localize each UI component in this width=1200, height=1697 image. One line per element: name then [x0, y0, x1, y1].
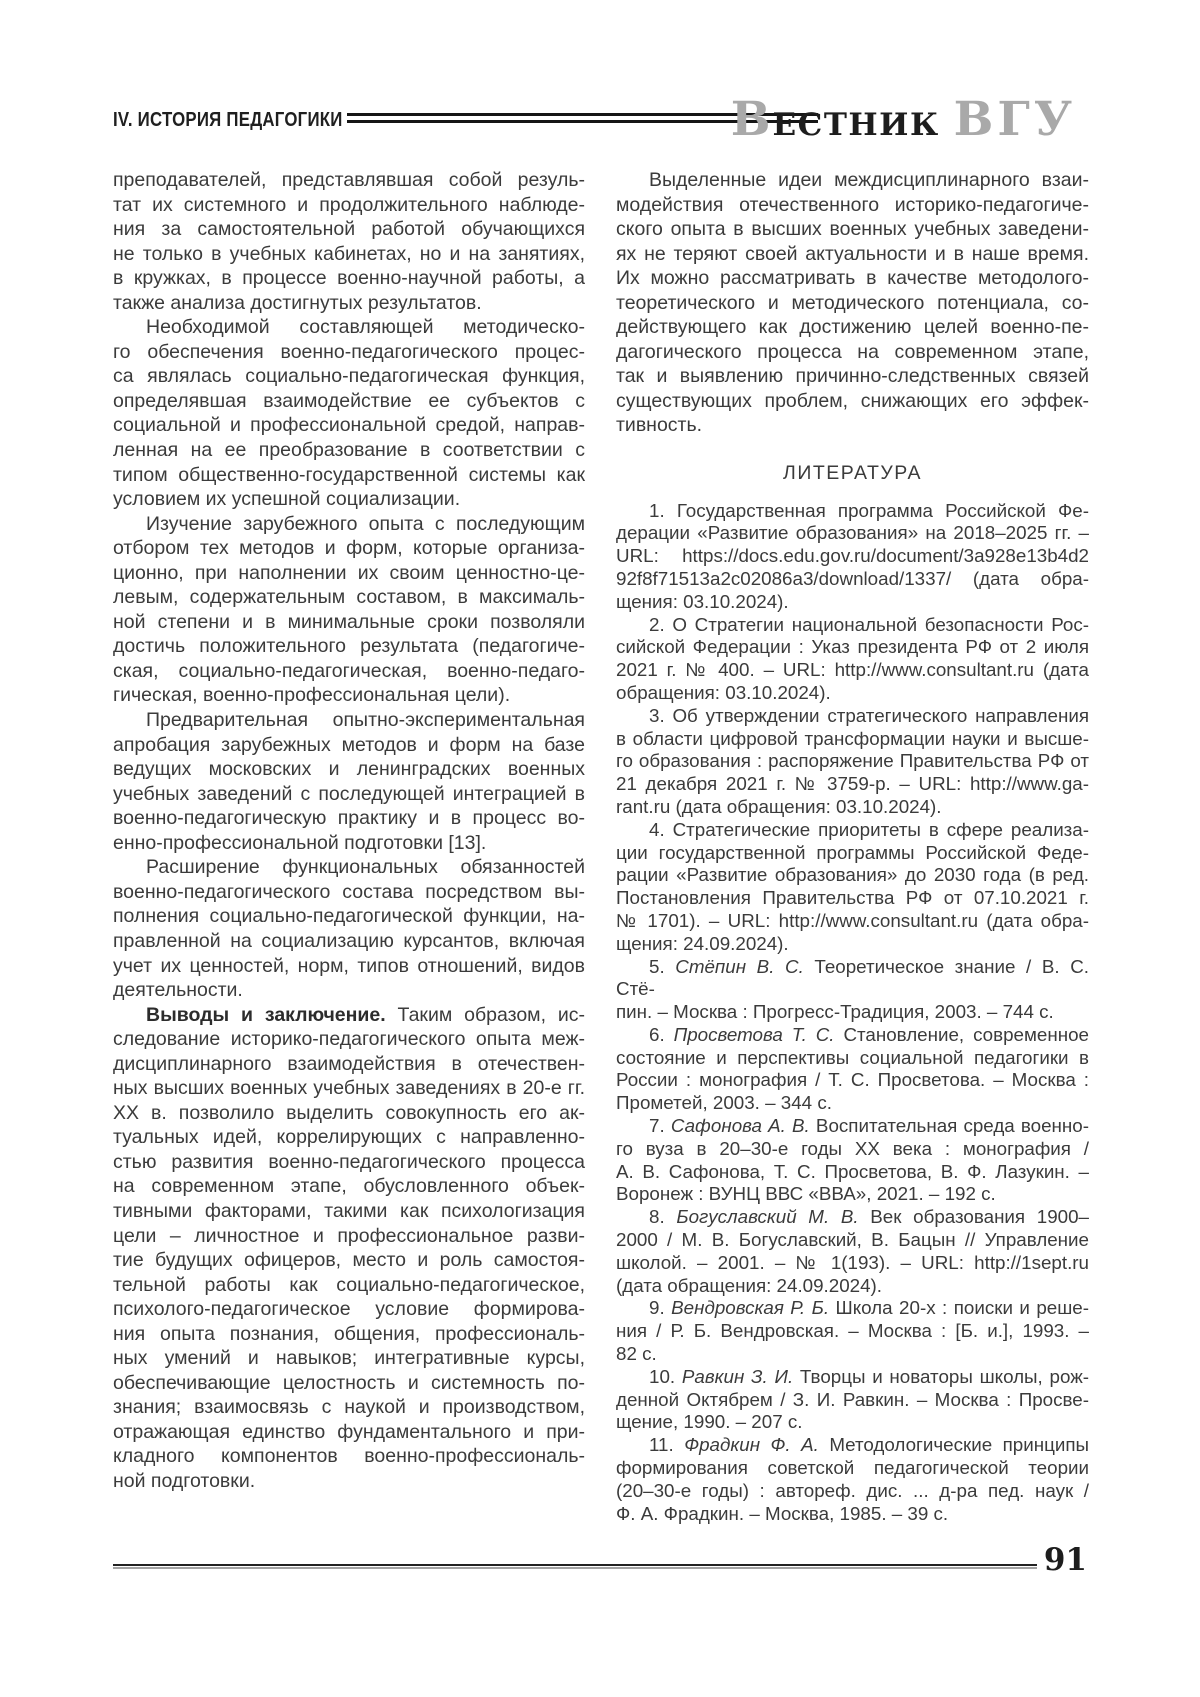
text-line: условием их успешной социализации.	[113, 488, 461, 511]
text-line: 2021 г. № 400. – URL: http://www.consultant.ru (дата	[616, 659, 1089, 681]
text-line: психолого-педагогическое условие формирова-	[113, 1298, 585, 1321]
text-line: 2. О Стратегии национальной безопасности Рос-	[649, 613, 1089, 635]
text-line: тивность.	[616, 414, 703, 437]
text-line: (дата обращения: 24.09.2024).	[616, 1274, 883, 1296]
text-line: Их можно рассматривать в качестве методолого-	[616, 267, 1089, 290]
text-line: 21 декабря 2021 г. № 3759-р. – URL: http://www.ga-	[616, 773, 1089, 795]
text-line: стью развития военно-педагогического процесса	[113, 1150, 585, 1173]
literature-heading: ЛИТЕРАТУРА	[783, 462, 922, 485]
text-line: школой. – 2001. – № 1(193). – URL: http://1sept.ru	[616, 1251, 1089, 1273]
text-line: 9. Вендровская Р. Б. Школа 20-х : поиски и реше-	[649, 1297, 1090, 1319]
text-line: ционно, при наполнении их своим ценностно-це-	[113, 561, 585, 584]
journal-logo	[730, 92, 1076, 147]
text-line: Предварительная опытно-экспериментальная	[146, 709, 585, 732]
text-line: го обеспечения военно-педагогического процес-	[113, 340, 585, 363]
text-line: А. В. Сафонова, Т. С. Просветова, В. Ф. Лазукин. –	[616, 1160, 1089, 1182]
text-line: отражающая единство фундаментального и при-	[113, 1420, 585, 1443]
text-line: рации «Развитие образования» до 2030 года (в ред.	[616, 864, 1089, 886]
text-line: тивными факторами, такими как психологизация	[113, 1199, 585, 1222]
text-line: достичь положительного результата (педагогиче-	[113, 635, 585, 658]
logo-suffix: ВГУ	[953, 92, 1076, 147]
text-line: Выделенные идеи междисциплинарного взаи-	[649, 169, 1089, 191]
text-line: денной Октябрем / З. И. Равкин. – Москва : Просве-	[616, 1388, 1089, 1410]
text-line: дерации «Развитие образования» на 2018–2025 гг. –	[616, 522, 1089, 544]
text-line: 82 с.	[616, 1343, 657, 1365]
text-line: формирования советской педагогической теории	[616, 1457, 1089, 1479]
text-line: (20–30-е годы) : автореф. дис. ... д-ра пед. наук /	[616, 1479, 1089, 1501]
text-line: ной подготовки.	[113, 1469, 256, 1492]
text-line: 7. Сафонова А. В. Воспитательная среда военно-	[649, 1115, 1089, 1137]
text-line: rant.ru (дата обращения: 03.10.2024).	[616, 795, 942, 817]
text-line: Прометей, 2003. – 344 с.	[616, 1092, 832, 1114]
text-line: модействия отечественного историко-педагогиче-	[616, 193, 1089, 216]
text-line: енно-профессиональной подготовки [13].	[113, 831, 487, 854]
text-line: ных высших военных учебных заведениях в 20-е гг.	[113, 1077, 585, 1100]
text-line: туальных идей, коррелирующих с направленно-	[113, 1126, 585, 1149]
text-line: так и выявлению причинно-следственных связей	[616, 365, 1089, 388]
text-line: 5. Стёпин В. С. Теоретическое знание / В. С. Стё-	[616, 955, 1089, 1000]
text-line: не только в учебных кабинетах, но и на занятиях,	[113, 242, 585, 265]
text-line: в кружках, в процессе военно-научной работы, а	[113, 267, 585, 290]
text-line: 11. Фрадкин Ф. А. Методологические принципы	[649, 1434, 1090, 1456]
text-line: щения: 24.09.2024).	[616, 932, 789, 954]
text-line: тие будущих офицеров, место и роль самостоя-	[113, 1249, 585, 1272]
left-text-column	[113, 168, 585, 1494]
text-line: ская, социально-педагогическая, военно-педаго-	[113, 659, 585, 682]
text-line: го образования : распоряжение Правительства РФ от	[616, 750, 1089, 772]
text-line: сийской Федерации : Указ президента РФ от 2 июля	[616, 636, 1089, 658]
text-line: состояние и перспективы социальной педагогики в	[616, 1046, 1089, 1068]
text-line: Ф. А. Фрадкин. – Москва, 1985. – 39 с.	[616, 1502, 949, 1524]
text-line: щение, 1990. – 207 с.	[616, 1411, 803, 1433]
section-heading: IV. ИСТОРИЯ ПЕДАГОГИКИ	[113, 109, 343, 131]
page-number: 91	[1043, 1542, 1087, 1578]
text-line: также анализа достигнутых результатов.	[113, 291, 482, 314]
text-line: пин. – Москва : Прогресс-Традиция, 2003. – 744 с.	[616, 1001, 1054, 1023]
text-line: военно-педагогическую практику и в процесс во-	[113, 807, 585, 830]
text-line: типом общественно-государственной системы как	[113, 463, 585, 486]
text-line: ной степени и в минимальные сроки позволяли	[113, 610, 585, 633]
text-line: кладного компонентов военно-профессиональ-	[113, 1445, 585, 1468]
text-line: тельной работы как социально-педагогическое,	[113, 1273, 585, 1296]
text-line: ях не теряют своей актуальности и в наше время.	[616, 242, 1089, 265]
text-line: ных умений и навыков; интегративные курсы,	[113, 1347, 585, 1370]
text-line: 3. Об утверждении стратегического направления	[649, 704, 1089, 726]
reference-list	[616, 500, 1089, 1526]
text-line: следование историко-педагогического опыта меж-	[113, 1028, 585, 1051]
text-line: обеспечивающие целостность и системность по-	[113, 1371, 585, 1394]
text-line: социальной и профессиональной средой, направ-	[113, 414, 585, 437]
text-line: № 1701). – URL: http://www.consultant.ru (дата обра-	[616, 909, 1089, 931]
text-line: щения: 03.10.2024).	[616, 590, 789, 612]
logo-initial: В	[730, 92, 773, 147]
text-line: Расширение функциональных обязанностей	[146, 856, 585, 879]
text-line: ния за самостоятельной работой обучающихся	[113, 218, 585, 241]
text-line: определявшая взаимодействие ее субъектов с	[113, 389, 585, 412]
text-line: теоретического и методического потенциала, со-	[616, 291, 1089, 314]
text-line: учебных заведений с последующей интеграцией в	[113, 782, 585, 805]
text-line: апробация зарубежных методов и форм на базе	[113, 733, 585, 756]
text-line: дисциплинарного взаимодействия в отечествен-	[113, 1052, 585, 1075]
text-line: полнения социально-педагогической функции, на-	[113, 905, 585, 928]
text-line: XX в. позволило выделить совокупность его ак-	[113, 1101, 585, 1124]
text-line: обращения: 03.10.2024).	[616, 681, 831, 703]
right-column-text	[616, 168, 1089, 438]
text-line: тат их системного и продолжительного наблюде-	[113, 193, 585, 216]
text-line: дагогического процесса на современном этапе,	[616, 340, 1089, 363]
text-line: 2000 / М. В. Богуславский, В. Бацын // Управление	[616, 1229, 1089, 1251]
text-line: URL: https://docs.edu.gov.ru/document/3a928e13b4d2	[616, 545, 1089, 567]
text-line: ского опыта в высших военных учебных заведени-	[616, 218, 1089, 241]
text-line: ния / Р. Б. Вендровская. – Москва : [Б. и.], 1993. –	[616, 1320, 1089, 1342]
text-line: Выводы и заключение. Таким образом, ис-	[146, 1003, 585, 1026]
text-line: ния опыта познания, общения, профессиональ-	[113, 1322, 585, 1345]
text-line: в области цифровой трансформации науки и высше-	[616, 727, 1089, 749]
text-line: ции государственной программы Российской Феде-	[616, 841, 1089, 863]
text-line: военно-педагогического состава посредством вы-	[113, 880, 585, 903]
text-line: гическая, военно-профессиональная цели).	[113, 684, 511, 707]
text-line: ведущих московских и ленинградских военных	[113, 758, 585, 781]
text-line: Постановления Правительства РФ от 07.10.2021 г.	[616, 887, 1089, 909]
text-line: го вуза в 20–30-е годы XX века : монография /	[616, 1137, 1089, 1159]
text-line: знания; взаимосвязь с наукой и производством,	[113, 1396, 585, 1419]
text-line: на современном этапе, обусловленного объек-	[113, 1175, 585, 1198]
footer-rule	[113, 1564, 1037, 1569]
text-line: 92f8f71513a2c02086a3/download/1337/ (дата обра-	[616, 567, 1089, 589]
text-line: учет их ценностей, норм, типов отношений, видов	[113, 954, 585, 977]
text-line: преподавателей, представлявшая собой резуль-	[113, 169, 585, 191]
text-line: правленной на социализацию курсантов, включая	[113, 929, 585, 952]
logo-rest: ЕСТНИК	[772, 107, 940, 143]
text-line: левым, содержательным составом, в максималь-	[113, 586, 585, 609]
text-line: деятельности.	[113, 979, 243, 1002]
text-line: Изучение зарубежного опыта с последующим	[146, 512, 585, 535]
text-line: 6. Просветова Т. С. Становление, современное	[649, 1023, 1089, 1045]
right-text-column	[616, 168, 1089, 1525]
text-line: отбором тех методов и форм, которые организа-	[113, 537, 585, 560]
text-line: 1. Государственная программа Российской Фе-	[649, 499, 1089, 521]
text-line: Воронеж : ВУНЦ ВВС «ВВА», 2021. – 192 с.	[616, 1183, 996, 1205]
text-line: цели – личностное и профессиональное разви-	[113, 1224, 585, 1247]
text-line: 4. Стратегические приоритеты в сфере реализа-	[649, 818, 1089, 840]
text-line: Необходимой составляющей методическо-	[146, 316, 585, 339]
text-line: ленная на ее преобразование в соответствии с	[113, 439, 585, 462]
text-line: 8. Богуславский М. В. Век образования 1900–	[649, 1206, 1089, 1228]
text-line: действующего как достижению целей военно-пе-	[616, 316, 1089, 339]
text-line: са являлась социально-педагогическая функция,	[113, 365, 585, 388]
text-line: России : монография / Т. С. Просветова. – Москва :	[616, 1069, 1089, 1091]
text-line: существующих проблем, снижающих его эффек-	[616, 389, 1089, 412]
text-line: 10. Равкин З. И. Творцы и новаторы школы, рож-	[649, 1365, 1090, 1387]
